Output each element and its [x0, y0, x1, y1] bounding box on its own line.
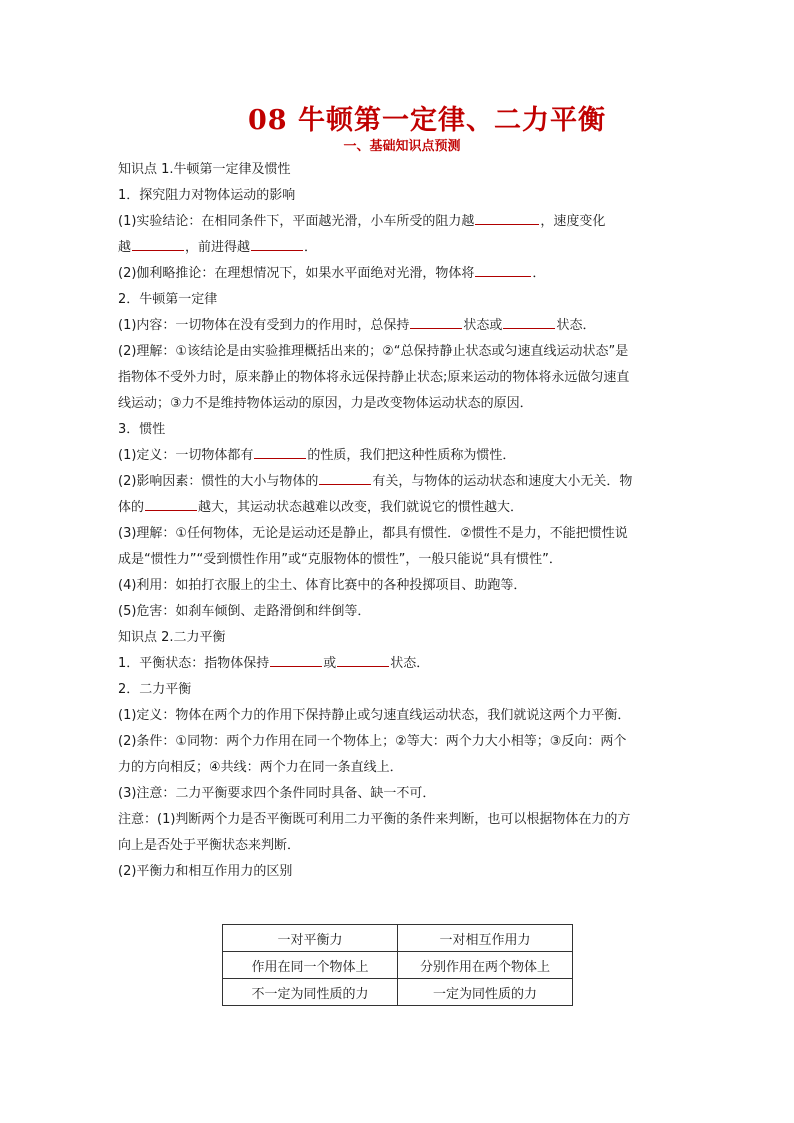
paragraph-line: (1)定义：物体在两个力的作用下保持静止或匀速直线运动状态，我们就说这两个力平衡．	[118, 708, 631, 723]
paragraph-line: (2)平衡力和相互作用力的区别	[118, 864, 293, 879]
section-subtitle: 一、基础知识点预测	[343, 139, 461, 154]
paragraph-line: 成是“惯性力”“受到惯性作用”或“克服物体的惯性”，一般只能说“具有惯性”．	[118, 552, 562, 567]
table-cell: 一定为同性质的力	[398, 979, 573, 1006]
fill-blank[interactable]	[319, 470, 371, 485]
sub-heading-1: 1．探究阻力对物体运动的影响	[118, 188, 296, 203]
paragraph-line: (2)条件：①同物：两个力作用在同一个物体上；②等大：两个力大小相等；③反向：两个	[118, 734, 627, 749]
table-row	[223, 952, 573, 979]
fill-blank[interactable]	[132, 236, 184, 251]
note-line: 向上是否处于平衡状态来判断．	[118, 838, 301, 853]
text: 1．平衡状态：指物体保持	[118, 656, 270, 671]
fill-blank[interactable]	[145, 496, 197, 511]
text: 或	[323, 656, 337, 671]
table-cell: 作用在同一个物体上	[223, 952, 398, 979]
text: 有关，与物体的运动状态和速度大小无关．物	[372, 474, 633, 489]
knowledge-point-2-heading: 知识点 2.二力平衡	[118, 630, 226, 645]
paragraph	[118, 261, 678, 287]
knowledge-point-1-heading: 知识点 1.牛顿第一定律及惯性	[118, 162, 291, 177]
comparison-table	[222, 924, 573, 1006]
text: 体的	[118, 500, 145, 515]
paragraph	[118, 235, 678, 261]
text: 状态．	[556, 318, 596, 333]
table-cell: 一对平衡力	[223, 925, 398, 952]
text: ．	[304, 240, 318, 255]
sub-heading: 2．二力平衡	[118, 682, 192, 697]
page-title: 08 牛顿第一定律、二力平衡	[248, 105, 606, 136]
paragraph-line: (5)危害：如刹车倾倒、走路滑倒和绊倒等．	[118, 604, 371, 619]
paragraph-line: (3)注意：二力平衡要求四个条件同时具备、缺一不可．	[118, 786, 436, 801]
paragraph	[118, 313, 678, 339]
text: (1)内容：一切物体在没有受到力的作用时，总保持	[118, 318, 410, 333]
paragraph	[118, 469, 678, 495]
text: (1)实验结论：在相同条件下，平面越光滑，小车所受的阻力越	[118, 214, 475, 229]
table-row	[223, 979, 573, 1006]
fill-blank[interactable]	[254, 444, 306, 459]
fill-blank[interactable]	[337, 652, 389, 667]
paragraph	[118, 209, 678, 235]
table-row	[223, 925, 573, 952]
text: (1)定义：一切物体都有	[118, 448, 254, 463]
paragraph	[118, 443, 678, 469]
note-line: 注意：(1)判断两个力是否平衡既可利用二力平衡的条件来判断，也可以根据物体在力的方	[118, 812, 631, 827]
text: ，前进得越	[185, 240, 251, 255]
table-cell: 一对相互作用力	[398, 925, 573, 952]
fill-blank[interactable]	[410, 314, 462, 329]
paragraph	[118, 495, 678, 521]
paragraph	[118, 651, 678, 677]
text: 越大，其运动状态越难以改变，我们就说它的惯性越大．	[198, 500, 524, 515]
paragraph-line: (4)利用：如拍打衣服上的尘土、体育比赛中的各种投掷项目、助跑等．	[118, 578, 527, 593]
fill-blank[interactable]	[475, 262, 531, 277]
fill-blank[interactable]	[251, 236, 303, 251]
text: ，速度变化	[540, 214, 606, 229]
table-cell: 分别作用在两个物体上	[398, 952, 573, 979]
document-body	[118, 157, 678, 885]
paragraph-line: (2)理解：①该结论是由实验推理概括出来的；②“总保持静止状态或匀速直线运动状态”是	[118, 344, 629, 359]
text: 状态．	[390, 656, 430, 671]
text: 状态或	[463, 318, 503, 333]
paragraph-line: 力的方向相反；④共线：两个力在同一条直线上．	[118, 760, 403, 775]
fill-blank[interactable]	[503, 314, 555, 329]
sub-heading-2: 2．牛顿第一定律	[118, 292, 218, 307]
fill-blank[interactable]	[270, 652, 322, 667]
paragraph-line: (3)理解：①任何物体，无论是运动还是静止，都具有惯性．②惯性不是力，不能把惯性说	[118, 526, 628, 541]
fill-blank[interactable]	[475, 210, 539, 225]
paragraph-line: 指物体不受外力时，原来静止的物体将永远保持静止状态;原来运动的物体将永远做匀速直	[118, 370, 630, 385]
text: 越	[118, 240, 132, 255]
table-cell: 不一定为同性质的力	[223, 979, 398, 1006]
sub-heading-3: 3．惯性	[118, 422, 166, 437]
paragraph-line: 线运动；③力不是维持物体运动的原因，力是改变物体运动状态的原因．	[118, 396, 533, 411]
text: (2)伽利略推论：在理想情况下，如果水平面绝对光滑，物体将	[118, 266, 475, 281]
text: ．	[532, 266, 546, 281]
text: 的性质，我们把这种性质称为惯性．	[307, 448, 516, 463]
text: (2)影响因素：惯性的大小与物体的	[118, 474, 319, 489]
